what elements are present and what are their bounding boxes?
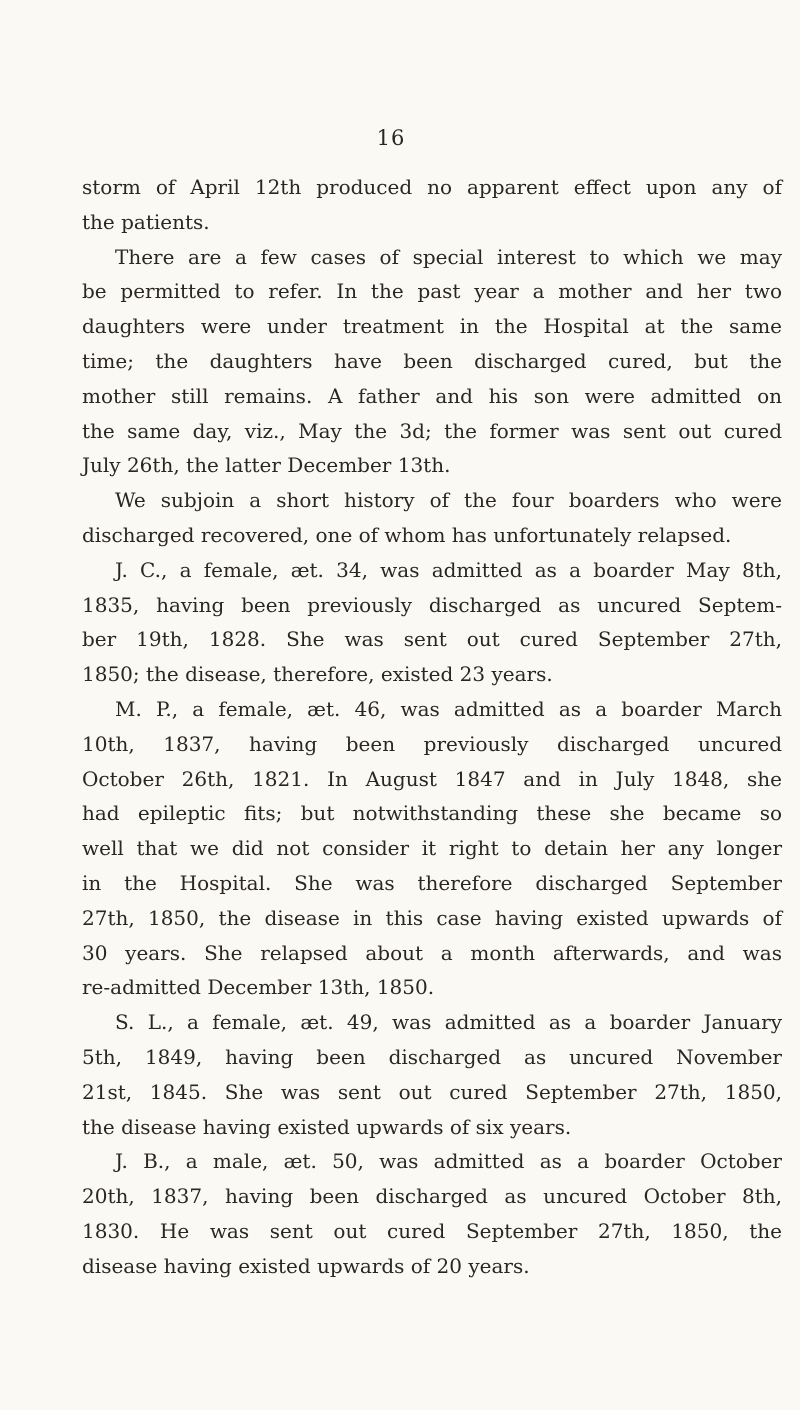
text-line: 20th, 1837, having been discharged as uncured October 8th, — [82, 1184, 782, 1209]
text-line: re-admitted December 13th, 1850. — [82, 975, 435, 1000]
text-line: J. B., a male, æt. 50, was admitted as a boarder October — [115, 1149, 782, 1174]
text-line: We subjoin a short history of the four boarders who were — [115, 488, 782, 513]
body-text — [82, 170, 782, 1284]
text-line: time; the daughters have been discharged cured, but the — [82, 348, 782, 373]
text-line: 1830. He was sent out cured September 27th, 1850, the — [82, 1218, 782, 1243]
text-line: 21st, 1845. She was sent out cured September 27th, 1850, — [82, 1079, 782, 1104]
text-line: in the Hospital. She was therefore discharged September — [82, 870, 782, 895]
text-line: There are a few cases of special interest to which we may — [115, 244, 782, 269]
text-line: ber 19th, 1828. She was sent out cured September 27th, — [82, 627, 782, 652]
text-line: storm of April 12th produced no apparent effect upon any of — [82, 175, 782, 199]
text-line: 27th, 1850, the disease in this case having existed upwards of — [82, 905, 782, 930]
page-number: 16 — [376, 126, 406, 150]
text-line: 10th, 1837, having been previously discharged uncured — [82, 731, 782, 756]
text-line: discharged recovered, one of whom has unfortunately relapsed. — [82, 522, 732, 547]
text-line: well that we did not consider it right to detain her any longer — [82, 836, 782, 861]
text-line: the same day, viz., May the 3d; the former was sent out cured — [82, 418, 782, 443]
text-line: mother still remains. A father and his son were admitted on — [82, 383, 782, 408]
text-line: the patients. — [82, 209, 210, 234]
text-line: be permitted to refer. In the past year a mother and her two — [82, 279, 782, 304]
text-line: M. P., a female, æt. 46, was admitted as a boarder March — [115, 696, 782, 721]
text-line: 5th, 1849, having been discharged as uncured November — [82, 1044, 782, 1069]
text-line: had epileptic fits; but notwithstanding these she became so — [82, 801, 782, 826]
text-line: J. C., a female, æt. 34, was admitted as a boarder May 8th, — [115, 557, 782, 582]
text-line: the disease having existed upwards of six years. — [82, 1114, 572, 1139]
text-line: S. L., a female, æt. 49, was admitted as a boarder January — [115, 1010, 782, 1035]
text-line: July 26th, the latter December 13th. — [82, 453, 451, 478]
text-line: disease having existed upwards of 20 years. — [82, 1253, 530, 1278]
text-line: October 26th, 1821. In August 1847 and in July 1848, she — [82, 766, 782, 791]
text-line: 1850; the disease, therefore, existed 23 years. — [82, 662, 553, 687]
text-line: daughters were under treatment in the Hospital at the same — [82, 314, 782, 339]
text-line: 30 years. She relapsed about a month afterwards, and was — [82, 940, 782, 965]
text-line: 1835, having been previously discharged as uncured Septem- — [82, 592, 782, 617]
